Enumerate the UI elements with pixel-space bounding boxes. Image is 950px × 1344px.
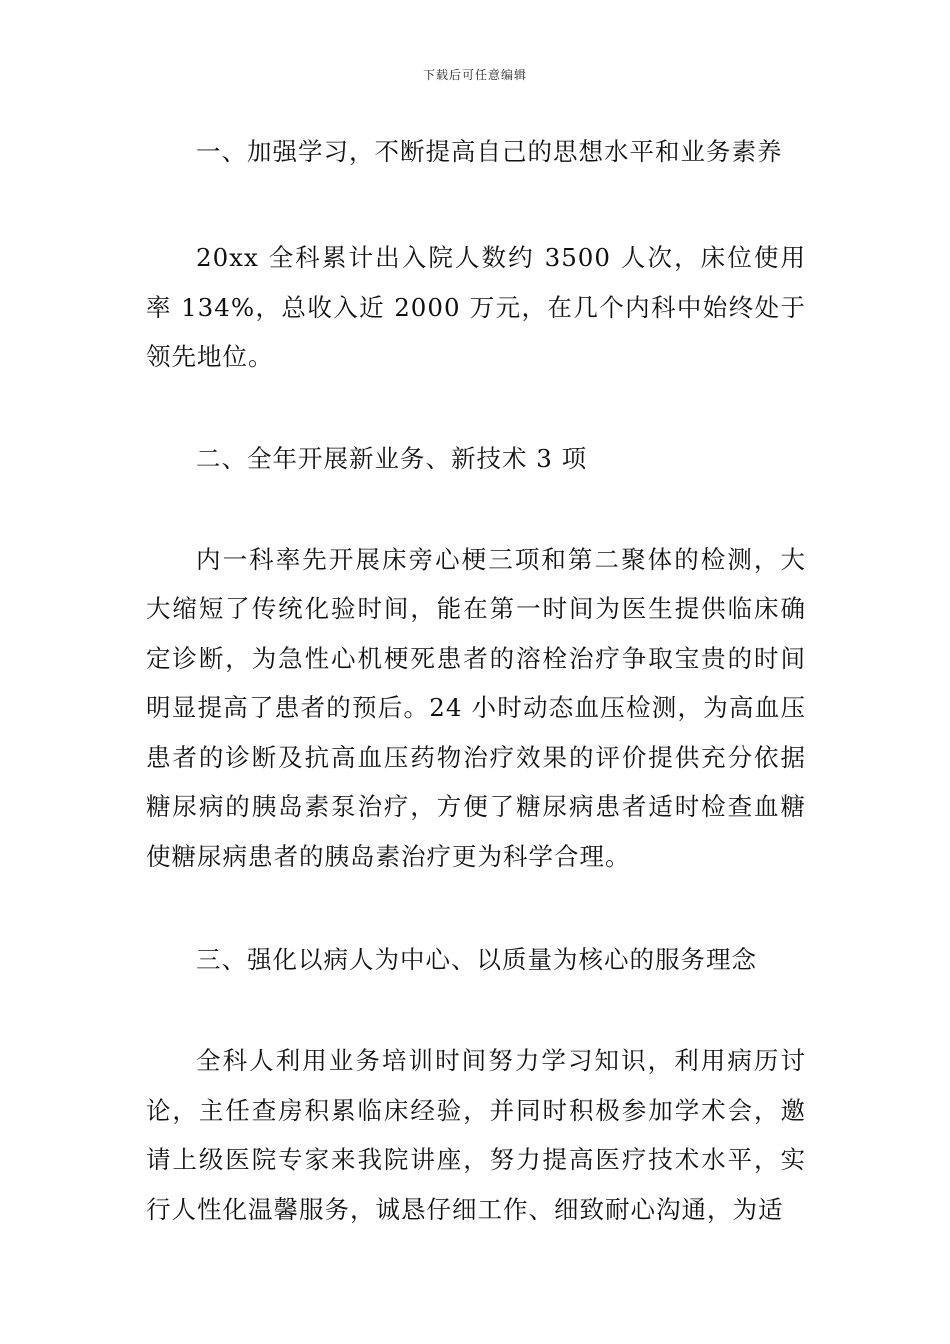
section-paragraph-3: 全科人利用业务培训时间努力学习知识，利用病历讨论，主任查房积累临床经验，并同时积极参加学术会，邀请上级医院专家来我院讲座，努力提高医疗技术水平，实行人性化温馨服务，诚恳仔细工作、细致耐心沟通，为适: [146, 1046, 806, 1224]
section-paragraph-1: 20xx 全科累计出入院人数约 3500 人次，床位使用率 134%，总收入近 2000 万元，在几个内科中始终处于领先地位。: [146, 243, 806, 371]
section-paragraph-2: 内一科率先开展床旁心梗三项和第二聚体的检测，大大缩短了传统化验时间，能在第一时间为医生提供临床确定诊断，为急性心机梗死患者的溶栓治疗争取宝贵的时间明显提高了患者的预后。24 小时动态血压检测，为高血压患者的诊断及抗高血压药物治疗效果的评价提供充分依据糖尿病的胰岛素泵治疗，方便了糖尿病患者适时检查血糖使糖尿病患者的胰岛素治疗更为科学合理。: [146, 544, 806, 871]
section-heading-1: 一、加强学习，不断提高自己的思想水平和业务素养: [196, 137, 783, 166]
section-heading-3: 三、强化以病人为中心、以质量为核心的服务理念: [196, 945, 757, 974]
header-note: 下载后可任意编辑: [422, 68, 527, 82]
document-body: [146, 128, 806, 1234]
section-heading-2: 二、全年开展新业务、新技术 3 项: [196, 443, 588, 473]
